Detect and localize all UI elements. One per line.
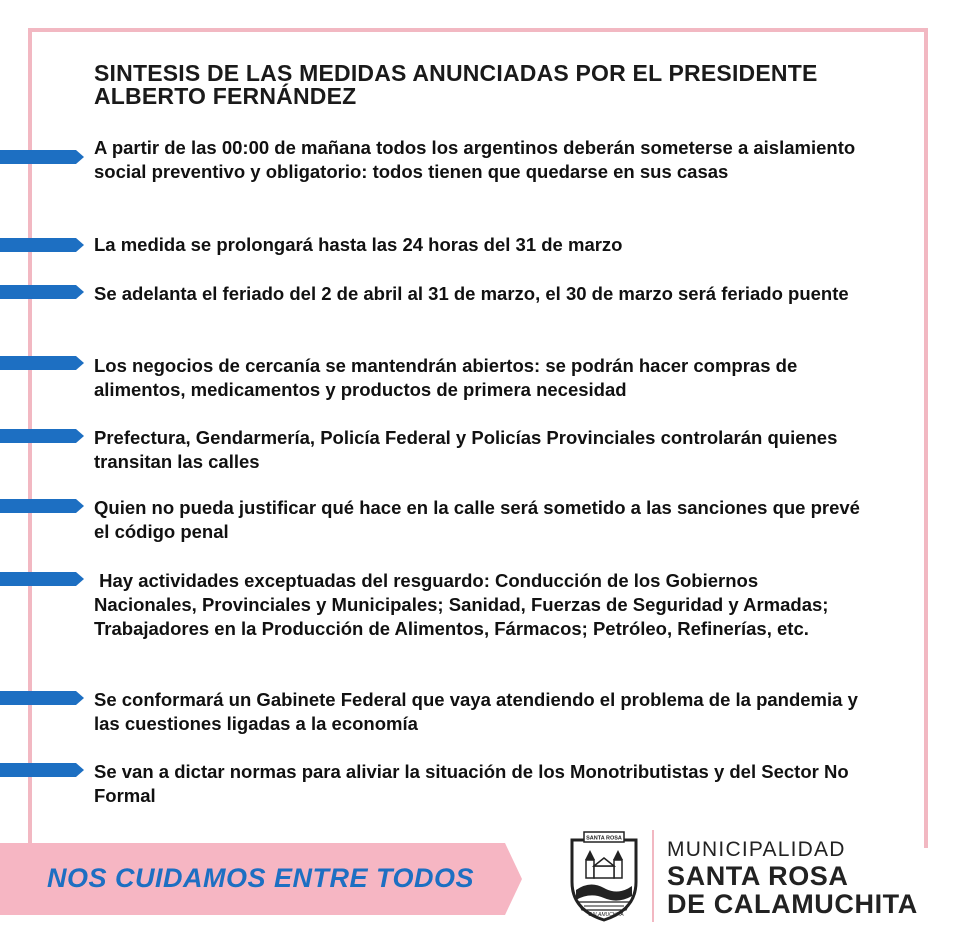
municipality-name-line2: DE CALAMUCHITA <box>667 889 918 919</box>
arrow-bullet-icon <box>0 572 84 586</box>
list-item-text: Se van a dictar normas para aliviar la situación de los Monotributistas y del Sector No Formal <box>94 761 854 806</box>
arrow-bullet-icon <box>0 691 84 705</box>
arrow-bullet-icon <box>0 763 84 777</box>
list-item-text: Quien no pueda justificar qué hace en la calle será sometido a las sanciones que prevé el código penal <box>94 497 866 542</box>
list-item-text: La medida se prolongará hasta las 24 horas del 31 de marzo <box>94 234 623 255</box>
arrow-bullet-icon <box>0 285 84 299</box>
list-item-text: Los negocios de cercanía se mantendrán abiertos: se podrán hacer compras de alimentos, medicamentos y productos de primera necesidad <box>94 355 803 400</box>
list-item-text: A partir de las 00:00 de mañana todos los argentinos deberán someterse a aislamiento social preventivo y obligatorio: todos tienen que quedarse en sus casas <box>94 137 861 182</box>
arrow-bullet-icon <box>0 150 84 164</box>
crest-text-top: SANTA ROSA <box>586 835 622 842</box>
arrow-bullet-icon <box>0 499 84 513</box>
crest-text-bottom: CALAMUCHITA <box>588 912 624 918</box>
municipality-name <box>667 862 918 918</box>
municipal-crest-icon <box>566 830 642 922</box>
arrow-bullet-icon <box>0 429 84 443</box>
list-item-text: Prefectura, Gendarmería, Policía Federal y Policías Provinciales controlarán quienes transitan las calles <box>94 427 843 472</box>
list-item-text: Hay actividades exceptuadas del resguardo: Conducción de los Gobiernos Nacionales, Provinciales y Municipales; Sanidad, Fuerzas de Seguridad y Armadas; Trabajadores en la Producción de Alimentos, Fármacos; Petróleo, Refinerías, etc. <box>94 570 834 639</box>
arrow-bullet-icon <box>0 238 84 252</box>
municipality-label: MUNICIPALIDAD <box>667 838 846 861</box>
footer-divider <box>652 830 654 922</box>
list-item-text: Se conformará un Gabinete Federal que vaya atendiendo el problema de la pandemia y las cuestiones ligadas a la economía <box>94 689 864 734</box>
slogan-text: NOS CUIDAMOS ENTRE TODOS <box>47 863 475 893</box>
municipality-name-line1: SANTA ROSA <box>667 861 849 891</box>
list-item-text: Se adelanta el feriado del 2 de abril al 31 de marzo, el 30 de marzo será feriado puente <box>94 283 849 304</box>
page-title: SINTESIS DE LAS MEDIDAS ANUNCIADAS POR EL PRESIDENTE ALBERTO FERNÁNDEZ <box>94 60 818 109</box>
arrow-bullet-icon <box>0 356 84 370</box>
